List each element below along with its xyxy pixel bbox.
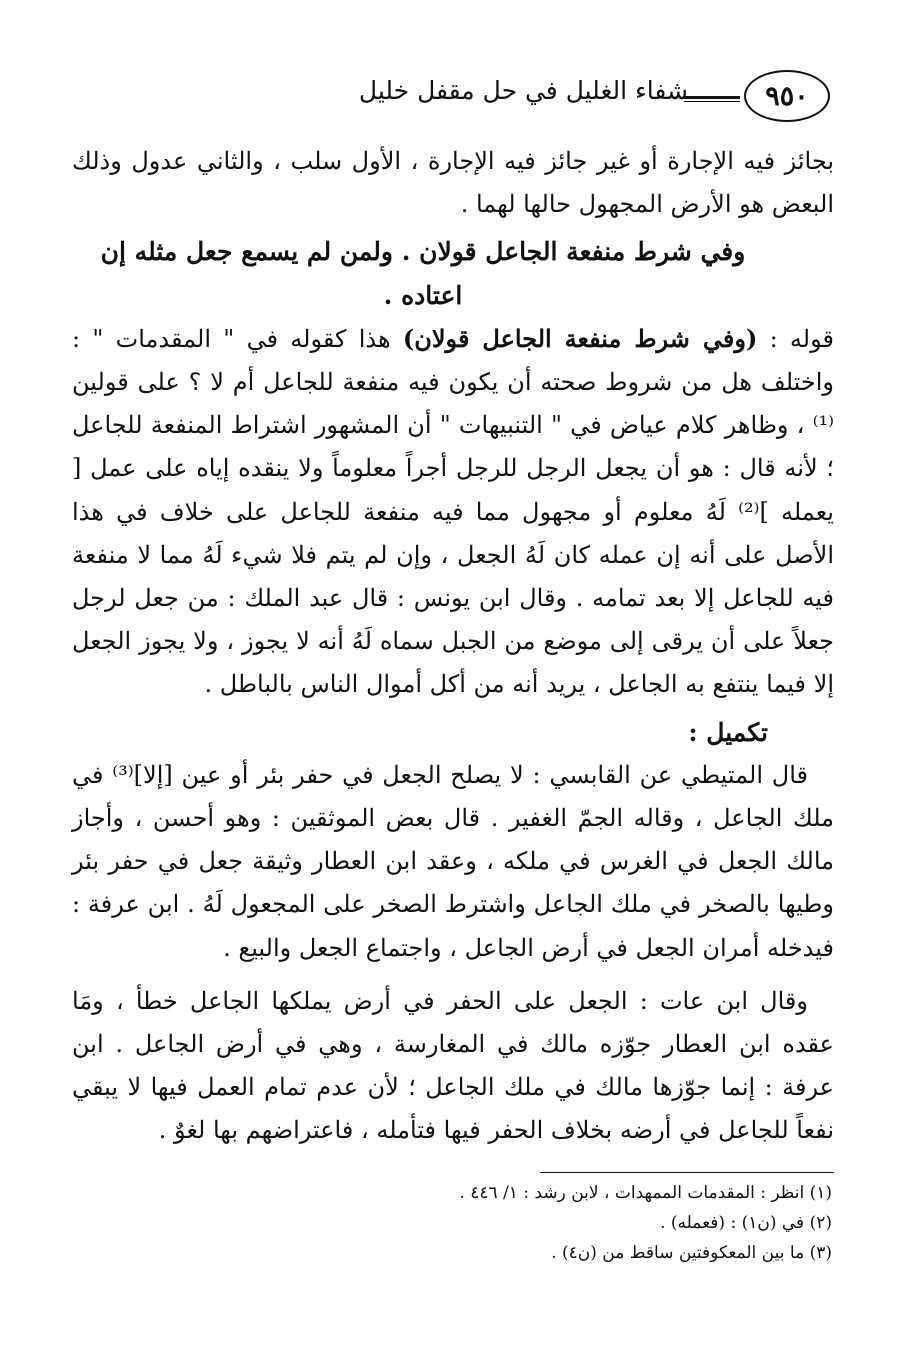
- section-heading: تكميل :: [688, 717, 768, 747]
- commentary-lead: قوله :: [757, 324, 834, 353]
- quoted-matn: (وفي شرط منفعة الجاعل قولان): [402, 323, 758, 353]
- footnote-rule: [540, 1172, 834, 1173]
- commentary-text: هذا كقوله في " المقدمات " : واختلف هل من شروط صحته أن يكون فيه منفعة للجاعل أم لا ؟ على قولين ⁽¹⁾ ، وظاهر كلام عياض في " التنبيهات " أن المشهور اشتراط المنفعة للجاعل ؛ لأنه قال : هو أن يجعل الرجل للرجل أجراً معلوماً ولا ينقده إياه على عمل [ يعمله ]⁽²⁾ لَهُ معلوم أو مجهول مما فيه منفعة للجاعل على خلاف في هذا الأصل على أنه إن عمله كان لَهُ الجعل ، وإن لم يتم فلا شيء لَهُ مما لا منفعة فيه للجاعل إلا بعد تمامه . وقال ابن يونس : قال عبد الملك : من جعل لرجل جعلاً على أن يرقى إلى موضع من الجبل سماه لَهُ أنه لا يجوز ، ولا يجوز الجعل إلا فيما ينتفع به الجاعل ، يريد أنه من أكل أموال الناس بالباطل .: [72, 324, 835, 699]
- running-title: شفاء الغليل في حل مقفل خليل: [358, 76, 688, 105]
- footnote-3: (٣) ما بين المعكوفتين ساقط من (ن٤) .: [551, 1243, 832, 1263]
- paragraph-gap: [72, 970, 834, 980]
- paragraph-takmil: قال المتيطي عن القابسي : لا يصلح الجعل في حفر بئر أو عين [إلا]⁽³⁾ في ملك الجاعل ، وقاله الجمّ الغفير . قال بعض الموثقين : وهو أحسن ، وأجاز مالك الجعل في الغرس في ملكه ، وعقد ابن العطار وثيقة جعل في حفر بئر وطيها بالصخر في ملك الجاعل واشترط الصخر على المجعول لَهُ . ابن عرفة : فيدخله أمران الجعل في أرض الجاعل ، واجتماع الجعل والبيع .: [72, 760, 835, 962]
- matn-verse: وفي شرط منفعة الجاعل قولان . ولمن لم يسمع جعل مثله إن اعتاده .: [100, 237, 746, 310]
- page-number: ٩٥٠: [744, 70, 830, 122]
- footnotes: [232, 1178, 832, 1268]
- header-rule: [684, 96, 740, 102]
- paragraph-continuation: بجائز فيه الإجارة أو غير جائز فيه الإجارة ، الأول سلب ، والثاني عدول وذلك البعض هو الأرض المجهول حالها لهما .: [72, 147, 834, 219]
- paragraph-ibn-at: وقال ابن عات : الجعل على الحفر في أرض يملكها الجاعل خطأ ، ومَا عقده ابن العطار جوّزه مالك في المغارسة ، وهي في أرض الجاعل . ابن عرفة : إنما جوّزها مالك في ملك الجاعل ؛ لأن عدم تمام العمل فيها لا يبقي نفعاً للجاعل في أرضه بخلاف الحفر فيها فتأمله ، فاعتراضهم بها لغوٌ .: [72, 986, 834, 1145]
- footnote-1: (١) انظر : المقدمات الممهدات ، لابن رشد : ١/ ٤٤٦ .: [459, 1183, 832, 1203]
- page-header: [60, 62, 830, 134]
- main-text: [72, 140, 834, 1153]
- paragraph-commentary: [72, 317, 834, 707]
- footnote-2: (٢) في (ن١) : (فعمله) .: [660, 1213, 832, 1233]
